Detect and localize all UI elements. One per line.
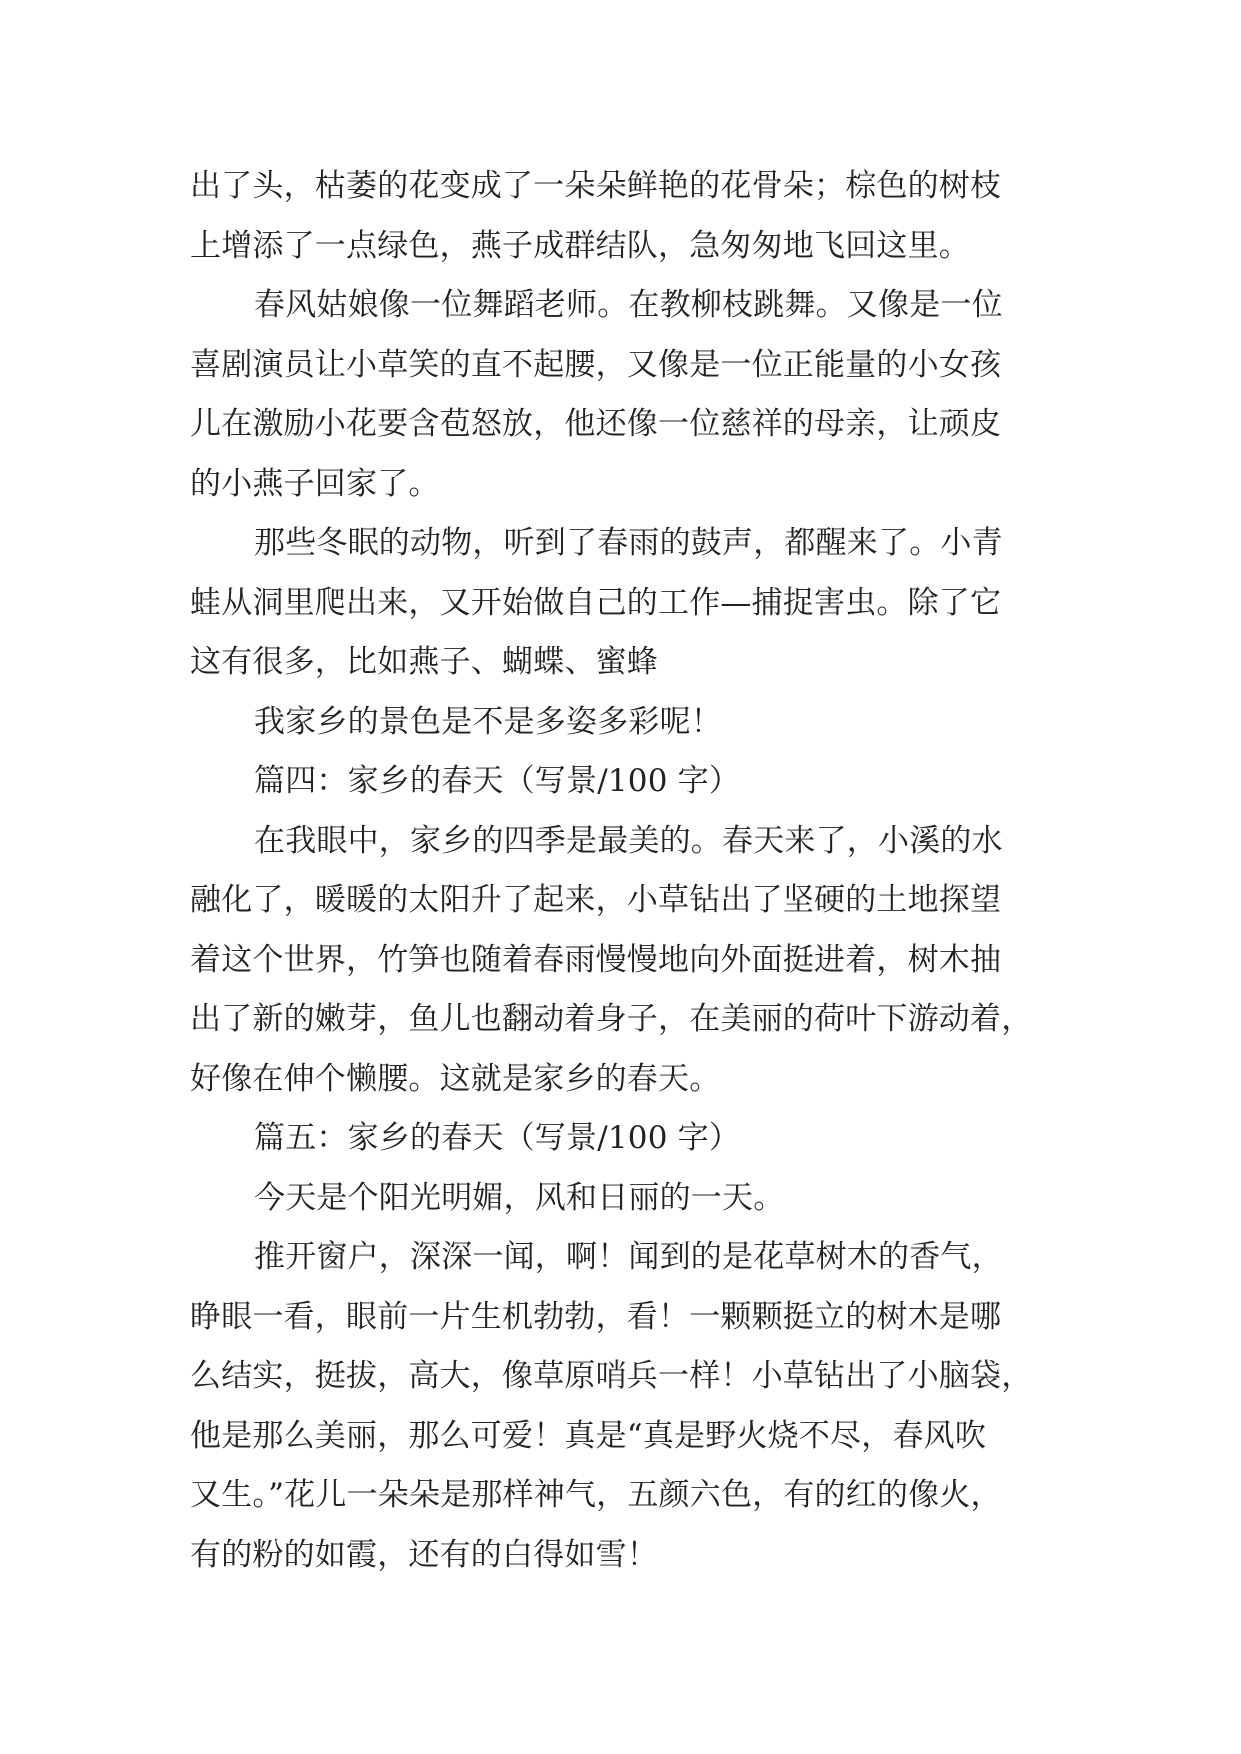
text-line: 春风姑娘像一位舞蹈老师。在教柳枝跳舞。又像是一位 — [254, 287, 1003, 323]
text-line: 我家乡的景色是不是多姿多彩呢！ — [254, 703, 722, 740]
text-line: 推开窗户，深深一闻，啊！闻到的是花草树木的香气， — [254, 1239, 1003, 1275]
text-line: 喜剧演员让小草笑的直不起腰，又像是一位正能量的小女孩 — [190, 346, 1002, 383]
text-line: 睁眼一看，眼前一片生机勃勃，看！一颗颗挺立的树木是哪 — [190, 1298, 1002, 1335]
text-line: 么结实，挺拔，高大，像草原哨兵一样！小草钻出了小脑袋， — [190, 1358, 1033, 1394]
text-line: 儿在激励小花要含苞怒放，他还像一位慈祥的母亲，让顽皮 — [190, 406, 1002, 442]
text-line: 他是那么美丽，那么可爱！真是“真是野火烧不尽，春风吹 — [190, 1417, 987, 1454]
text-line: 着这个世界，竹笋也随着春雨慢慢地向外面挺进着，树木抽 — [190, 941, 1002, 978]
text-line: 那些冬眠的动物，听到了春雨的鼓声，都醒来了。小青 — [254, 525, 1003, 561]
text-line: 有的粉的如霞，还有的白得如雪！ — [190, 1536, 658, 1573]
text-line: 又生。”花儿一朵朵是那样神气，五颜六色，有的红的像火， — [190, 1477, 1002, 1513]
text-line: 的小燕子回家了。 — [190, 465, 440, 502]
text-line: 这有很多，比如燕子、蝴蝶、蜜蜂 — [190, 644, 658, 680]
text-line: 出了新的嫩芽，鱼儿也翻动着身子，在美丽的荷叶下游动着， — [190, 1001, 1033, 1037]
text-line: 今天是个阳光明媚，风和日丽的一天。 — [254, 1179, 785, 1216]
section-heading: 篇五：家乡的春天（写景/100 字） — [254, 1120, 741, 1156]
text-line: 融化了，暖暖的太阳升了起来，小草钻出了坚硬的土地探望 — [190, 882, 1002, 918]
text-line: 在我眼中，家乡的四季是最美的。春天来了，小溪的水 — [254, 822, 1003, 859]
text-line: 蛙从洞里爬出来，又开始做自己的工作—捕捉害虫。除了它 — [190, 584, 1002, 621]
text-line: 出了头，枯萎的花变成了一朵朵鲜艳的花骨朵；棕色的树枝 — [190, 168, 1002, 204]
document-body — [190, 157, 1070, 1585]
text-line: 上增添了一点绿色，燕子成群结队，急匆匆地飞回这里。 — [190, 227, 970, 264]
section-heading: 篇四：家乡的春天（写景/100 字） — [254, 763, 741, 799]
text-line: 好像在伸个懒腰。这就是家乡的春天。 — [190, 1060, 721, 1097]
